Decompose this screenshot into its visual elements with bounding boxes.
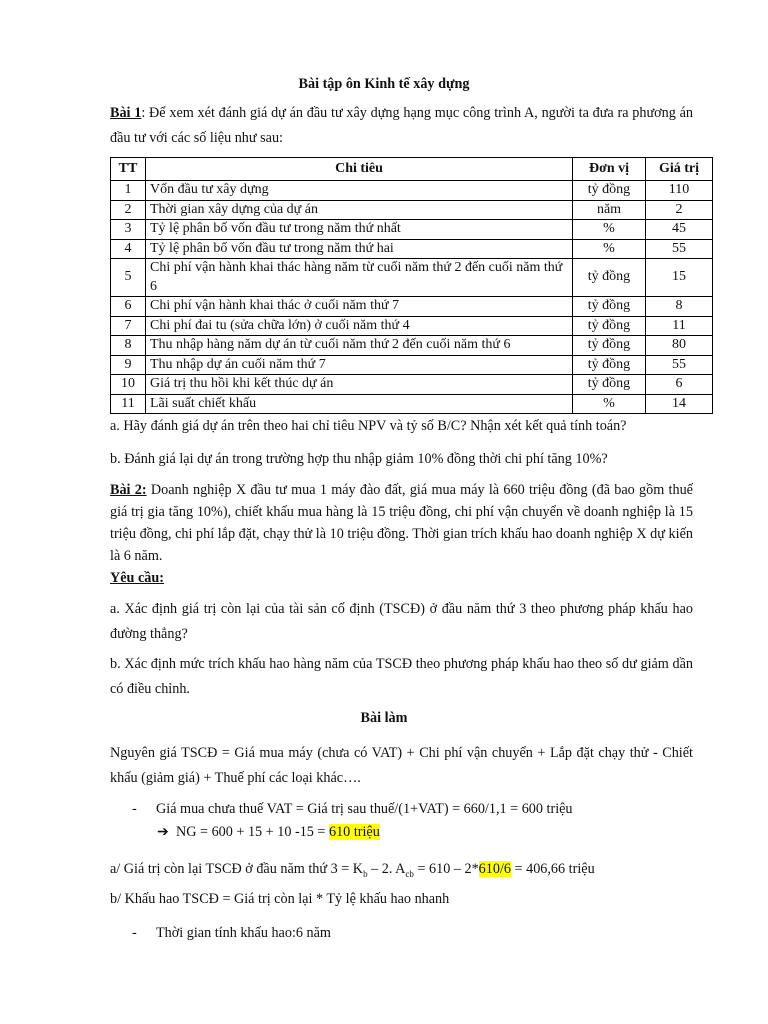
- table-header-row: [111, 158, 713, 181]
- bai1-label: Bài 1: [110, 105, 142, 121]
- header-tt: TT: [111, 158, 146, 181]
- cell-gia-tri: 6: [646, 375, 713, 395]
- cell-tt: 7: [111, 316, 146, 336]
- cell-tt: 3: [111, 220, 146, 240]
- table-row: [111, 355, 713, 375]
- cell-don-vi: tỷ đồng: [573, 355, 646, 375]
- cell-chi-tieu: Giá trị thu hồi khi kết thúc dự án: [146, 375, 573, 395]
- dash-icon: -: [132, 925, 137, 941]
- answer-a: a/ Giá trị còn lại TSCĐ ở đầu năm thứ $3 = K_b - 2$. $A_{cb} = 610 - 2*610/6 = 406,66$ triệu: [110, 861, 595, 879]
- data-table: [110, 157, 713, 414]
- cell-tt: 2: [111, 200, 146, 220]
- bai1-intro: Bài 1: Để xem xét đánh giá dự án đầu tư xây dựng hạng mục công trình A, người ta đưa ra phương án đầu tư với các số liệu như sau:: [110, 105, 693, 146]
- cell-don-vi: tỷ đồng: [573, 316, 646, 336]
- bullet-thoi-gian: - Thời gian tính khấu hao:6 năm: [132, 922, 331, 944]
- arrow-right-icon: ➔: [157, 824, 169, 840]
- table-body: [111, 181, 713, 414]
- cell-gia-tri: 15: [646, 259, 713, 297]
- table-row: [111, 394, 713, 414]
- cell-gia-tri: 55: [646, 239, 713, 259]
- cell-tt: 6: [111, 297, 146, 317]
- dash-icon: -: [132, 801, 137, 817]
- cell-gia-tri: 55: [646, 355, 713, 375]
- yeu-cau-heading: Yêu cầu:: [110, 570, 164, 586]
- bai2-text: Bài 2: Doanh nghiệp X đầu tư mua 1 máy đào đất, giá mua máy là 660 triệu đồng (đã bao gồm thuế giá trị gia tăng 10%), chiết khấu mua hàng là 15 triệu đồng, chi phí vận chuyển về doanh nghiệp là 15 triệu đồng, chi phí lắp đặt, chạy thử là 10 triệu đồng. Thời gian trích khấu hao doanh nghiệp X dự kiến là 6 năm.: [110, 482, 693, 564]
- table-row: [111, 200, 713, 220]
- table-row: [111, 239, 713, 259]
- cell-chi-tieu: Tỷ lệ phân bố vốn đầu tư trong năm thứ nhất: [146, 220, 573, 240]
- bai1-question-a: a. Hãy đánh giá dự án trên theo hai chỉ tiêu NPV và tỷ số B/C? Nhận xét kết quả tính toán?: [110, 418, 627, 434]
- cell-chi-tieu: Chi phí vận hành khai thác hàng năm từ cuối năm thứ 2 đến cuối năm thứ 6: [146, 259, 573, 297]
- cell-tt: 4: [111, 239, 146, 259]
- cell-chi-tieu: Thu nhập hàng năm dự án từ cuối năm thứ 2 đến cuối năm thứ 6: [146, 336, 573, 356]
- cell-tt: 5: [111, 259, 146, 297]
- requirement-b: b. Xác định mức trích khấu hao hàng năm của TSCĐ theo phương pháp khấu hao theo số dư giảm dần có điều chỉnh.: [110, 656, 693, 697]
- header-chi-tieu: Chi tiêu: [146, 158, 573, 181]
- cell-chi-tieu: Tỷ lệ phân bố vốn đầu tư trong năm thứ hai: [146, 239, 573, 259]
- cell-don-vi: tỷ đồng: [573, 336, 646, 356]
- cell-tt: 9: [111, 355, 146, 375]
- cell-gia-tri: 80: [646, 336, 713, 356]
- cell-chi-tieu: Chi phí đai tu (sửa chữa lớn) ở cuối năm thứ 4: [146, 316, 573, 336]
- bai1-question-b: b. Đánh giá lại dự án trong trường hợp thu nhập giảm 10% đồng thời chi phí tăng 10%?: [110, 451, 608, 467]
- cell-gia-tri: 14: [646, 394, 713, 414]
- cell-don-vi: tỷ đồng: [573, 259, 646, 297]
- cell-gia-tri: 45: [646, 220, 713, 240]
- requirement-a: a. Xác định giá trị còn lại của tài sản cố định (TSCĐ) ở đầu năm thứ 3 theo phương pháp khấu hao đường thẳng?: [110, 601, 693, 642]
- ng-result-highlight: 610 triệu: [328, 824, 380, 840]
- bai-lam-heading: Bài làm: [360, 710, 408, 726]
- cell-don-vi: %: [573, 394, 646, 414]
- cell-gia-tri: 8: [646, 297, 713, 317]
- bai2-label: Bài 2:: [110, 482, 147, 498]
- cell-gia-tri: 110: [646, 181, 713, 201]
- ng-result-line: ➔ NG = 600 + 15 + 10 -15 = 610 triệu: [157, 824, 380, 840]
- table-row: [111, 220, 713, 240]
- cell-chi-tieu: Vốn đầu tư xây dựng: [146, 181, 573, 201]
- header-don-vi: Đơn vị: [573, 158, 646, 181]
- table-row: [111, 336, 713, 356]
- cell-chi-tieu: Thời gian xây dựng của dự án: [146, 200, 573, 220]
- table-row: [111, 316, 713, 336]
- cell-tt: 11: [111, 394, 146, 414]
- document-title: Bài tập ôn Kinh tế xây dựng: [298, 76, 470, 92]
- answer-b: b/ Khấu hao TSCĐ = Giá trị còn lại * Tỷ lệ khấu hao nhanh: [110, 891, 450, 907]
- table-row: [111, 181, 713, 201]
- cell-chi-tieu: Lãi suất chiết khấu: [146, 394, 573, 414]
- table-row: [111, 297, 713, 317]
- cell-don-vi: tỷ đồng: [573, 181, 646, 201]
- table-row: [111, 259, 713, 297]
- cell-gia-tri: 2: [646, 200, 713, 220]
- cell-chi-tieu: Thu nhập dự án cuối năm thứ 7: [146, 355, 573, 375]
- cell-chi-tieu: Chi phí vận hành khai thác ở cuối năm thứ 7: [146, 297, 573, 317]
- cell-tt: 10: [111, 375, 146, 395]
- cell-don-vi: tỷ đồng: [573, 297, 646, 317]
- bullet-gia-mua: - Giá mua chưa thuế VAT = Giá trị sau thuế/(1+VAT) = 660/1,1 = 600 triệu: [132, 798, 573, 820]
- cell-don-vi: năm: [573, 200, 646, 220]
- answer-a-highlight: 610/6: [478, 861, 511, 877]
- cell-don-vi: %: [573, 220, 646, 240]
- cell-don-vi: tỷ đồng: [573, 375, 646, 395]
- cell-gia-tri: 11: [646, 316, 713, 336]
- table-row: [111, 375, 713, 395]
- cell-tt: 8: [111, 336, 146, 356]
- nguyen-gia-formula: Nguyên giá TSCĐ = Giá mua máy (chưa có VAT) + Chi phí vận chuyển + Lắp đặt chạy thử - Chiết khấu (giảm giá) + Thuế phí các loại khác….: [110, 745, 693, 786]
- header-gia-tri: Giá trị: [646, 158, 713, 181]
- cell-tt: 1: [111, 181, 146, 201]
- cell-don-vi: %: [573, 239, 646, 259]
